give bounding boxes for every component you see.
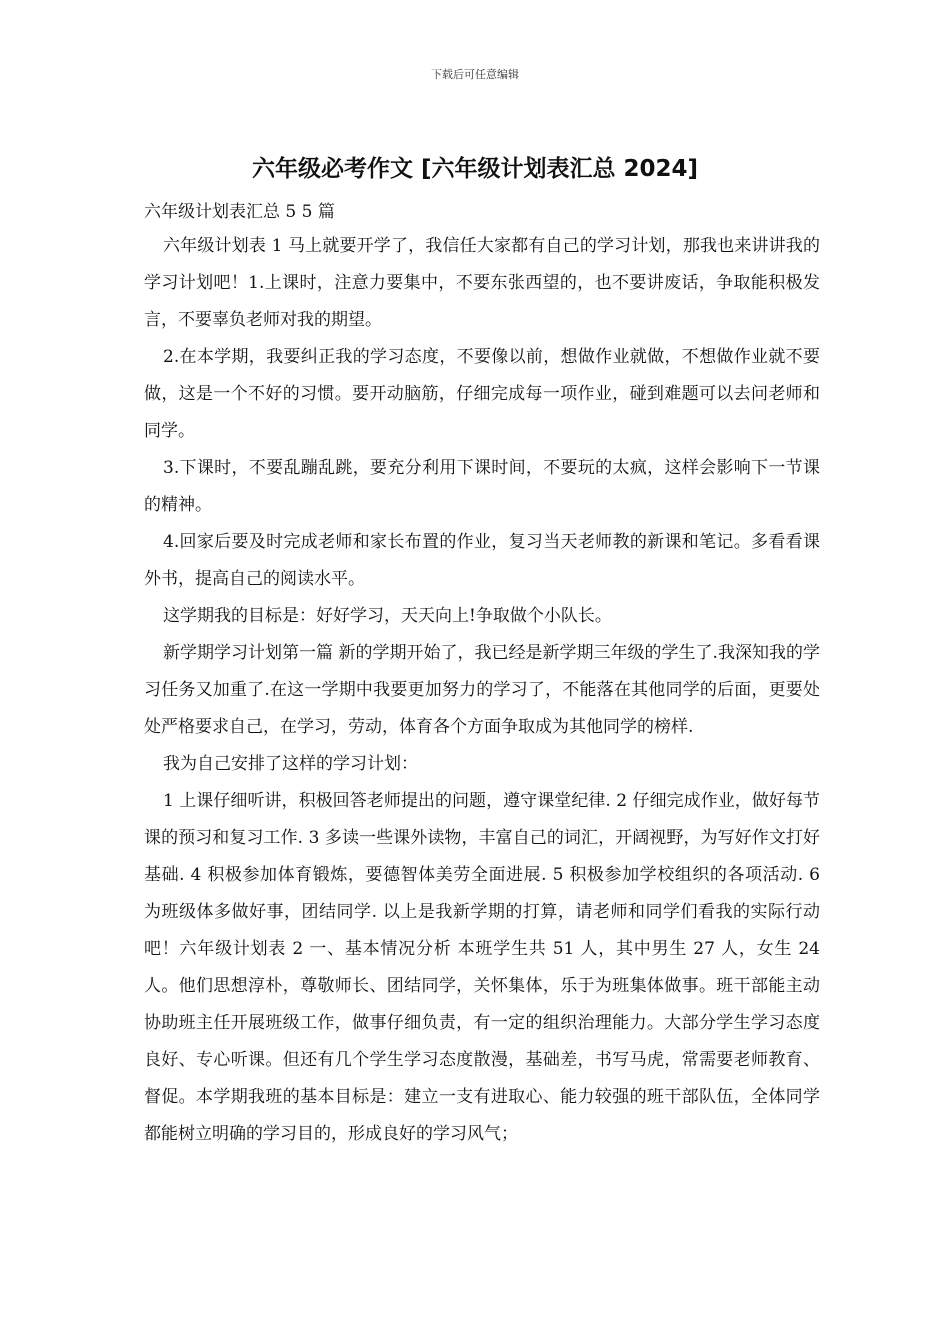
subtitle-paragraph: 六年级计划表汇总 5 5 篇 <box>144 202 335 222</box>
body-paragraph: 我为自己安排了这样的学习计划： <box>163 754 418 774</box>
header-note: 下载后可任意编辑 <box>431 68 519 81</box>
body-paragraph: 六年级计划表 1 马上就要开学了，我信任大家都有自己的学习计划，那我也来讲讲我的学习计划吧！1.上课时，注意力要集中，不要东张西望的，也不要讲废话，争取能积极发言，不要辜负老师对我的期望。 <box>144 236 820 330</box>
document-body <box>144 196 820 1153</box>
body-paragraph: 4.回家后要及时完成老师和家长布置的作业，复习当天老师教的新课和笔记。多看看课外书，提高自己的阅读水平。 <box>144 532 820 589</box>
body-paragraph: 新学期学习计划第一篇 新的学期开始了，我已经是新学期三年级的学生了.我深知我的学习任务又加重了.在这一学期中我要更加努力的学习了，不能落在其他同学的后面，更要处处严格要求自己，在学习，劳动，体育各个方面争取成为其他同学的榜样. <box>144 643 820 737</box>
body-paragraph: 2.在本学期，我要纠正我的学习态度，不要像以前，想做作业就做，不想做作业就不要做，这是一个不好的习惯。要开动脑筋，仔细完成每一项作业，碰到难题可以去问老师和同学。 <box>144 347 820 441</box>
body-paragraph: 1 上课仔细听讲，积极回答老师提出的问题，遵守课堂纪律. 2 仔细完成作业，做好每节课的预习和复习工作. 3 多读一些课外读物，丰富自己的词汇，开阔视野，为写好作文打好基础. 4 积极参加体育锻炼，要德智体美劳全面进展. 5 积极参加学校组织的各项活动. 6 为班级体多做好事，团结同学. 以上是我新学期的打算，请老师和同学们看我的实际行动吧！六年级计划表 2 一、基本情况分析 本班学生共 51 人，其中男生 27 人，女生 24 人。他们思想淳朴，尊敬师长、团结同学，关怀集体，乐于为班集体做事。班干部能主动协助班主任开展班级工作，做事仔细负责，有一定的组织治理能力。大部分学生学习态度良好、专心听课。但还有几个学生学习态度散漫，基础差，书写马虎，常需要老师教育、督促。本学期我班的基本目标是：建立一支有进取心、能力较强的班干部队伍，全体同学都能树立明确的学习目的，形成良好的学习风气； <box>144 791 820 1144</box>
document-title: 六年级必考作文 [六年级计划表汇总 2024] <box>251 156 699 182</box>
body-paragraph: 这学期我的目标是：好好学习，天天向上!争取做个小队长。 <box>163 606 612 626</box>
body-paragraph: 3.下课时，不要乱蹦乱跳，要充分利用下课时间，不要玩的太疯，这样会影响下一节课的精神。 <box>144 458 820 515</box>
